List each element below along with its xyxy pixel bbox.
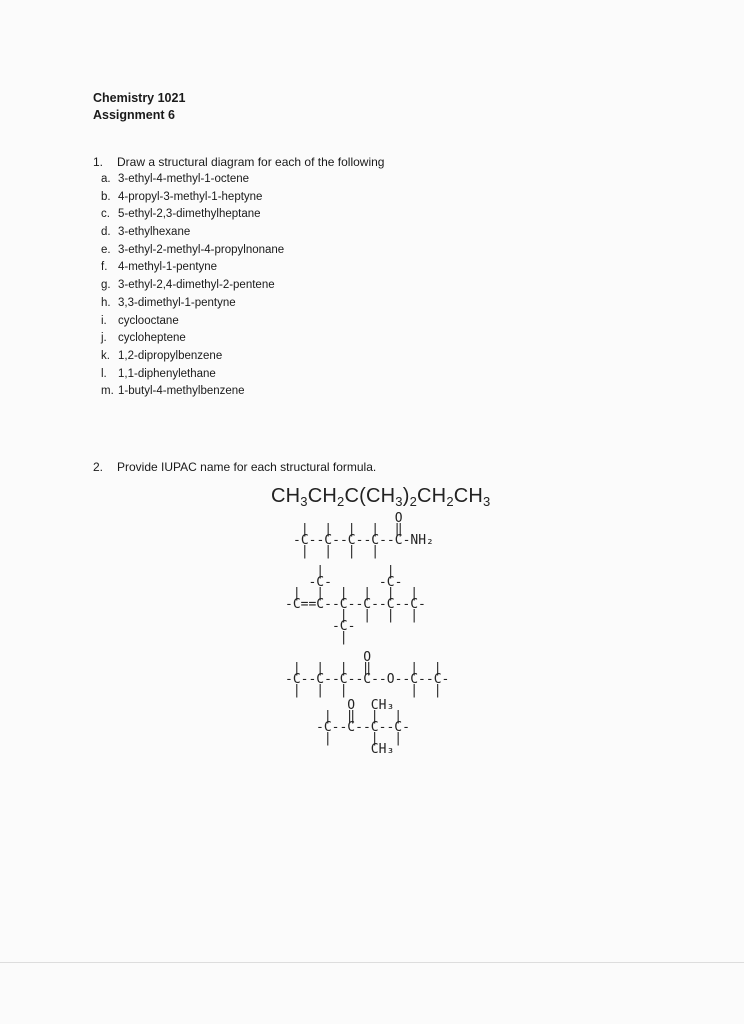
- item-letter: m.: [101, 385, 114, 398]
- compound-name: 1,2-dipropylbenzene: [118, 349, 223, 362]
- item-letter: l.: [101, 367, 107, 380]
- compound-name: cyclooctane: [118, 314, 179, 327]
- compound-name: 3,3-dimethyl-1-pentyne: [118, 296, 236, 309]
- list-item: [101, 206, 284, 224]
- list-item: [101, 348, 284, 366]
- structure-line: O: [285, 650, 372, 665]
- question-1-items: [101, 171, 284, 401]
- item-letter: b.: [101, 190, 111, 203]
- list-item: [101, 366, 284, 384]
- list-item: [101, 313, 284, 331]
- list-item: [101, 171, 284, 189]
- structure-line: -C--C--C--C--O--C--C-: [285, 672, 450, 687]
- structure-line: | | | |: [293, 544, 380, 559]
- item-letter: k.: [101, 349, 110, 362]
- item-letter: g.: [101, 279, 111, 292]
- structure-line: | | | | | |: [285, 586, 419, 601]
- structure-line: -C==C--C--C--C--C-: [285, 597, 426, 612]
- structure-line: O: [293, 511, 403, 526]
- question-prompt: Provide IUPAC name for each structural formula.: [117, 460, 377, 474]
- item-letter: j.: [101, 332, 107, 345]
- condensed-formula: $CH_3CH_2C(CH_3)_2CH_2CH_3$: [271, 485, 491, 509]
- structure-line: -C-: [285, 619, 356, 634]
- scan-edge-line: [0, 962, 744, 963]
- question-number: 1.: [93, 155, 104, 169]
- list-item: [101, 277, 284, 295]
- structure-line: CH₃: [316, 742, 395, 757]
- item-letter: a.: [101, 173, 111, 185]
- list-item: [101, 295, 284, 313]
- structure-line: | | | | |: [285, 683, 442, 698]
- compound-name: 3-ethylhexane: [118, 226, 191, 239]
- item-letter: f.: [101, 261, 108, 274]
- item-letter: e.: [101, 243, 111, 256]
- structure-line: | | | |: [285, 608, 419, 623]
- compound-name: 1-butyl-4-methylbenzene: [118, 385, 245, 398]
- compound-name: 3-ethyl-2-methyl-4-propylnonane: [118, 243, 285, 256]
- compound-name: 4-propyl-3-methyl-1-heptyne: [118, 190, 263, 203]
- structure-line: -C--C--C--C-: [316, 720, 410, 735]
- structure-line: | | | ‖ | |: [285, 661, 442, 676]
- list-item: [101, 330, 284, 348]
- structure-line: | ‖ | |: [316, 709, 403, 724]
- course-title: Chemistry 1021: [93, 91, 186, 105]
- list-item: [101, 224, 284, 242]
- structure-line: | | |: [316, 731, 403, 746]
- structure-amide: [293, 513, 434, 557]
- structure-ketone: [316, 700, 410, 755]
- structure-line: | | | | ‖: [293, 522, 403, 537]
- list-item: [101, 189, 284, 207]
- structure-line: -C--C--C--C--C-NH₂: [293, 533, 434, 548]
- list-item: [101, 242, 284, 260]
- question-1: [93, 155, 384, 169]
- list-item: [101, 259, 284, 277]
- question-prompt: Draw a structural diagram for each of the following: [117, 155, 385, 169]
- compound-name: 3-ethyl-4-methyl-1-octene: [118, 173, 250, 185]
- structure-line: O CH₃: [316, 698, 395, 713]
- compound-name: 1,1-diphenylethane: [118, 367, 216, 380]
- item-letter: i.: [101, 314, 107, 327]
- assignment-title: Assignment 6: [93, 108, 175, 122]
- compound-name: 4-methyl-1-pentyne: [118, 261, 218, 274]
- compound-name: cycloheptene: [118, 332, 186, 345]
- question-2: [93, 460, 376, 474]
- structure-line: -C- -C-: [285, 575, 403, 590]
- compound-name: 3-ethyl-2,4-dimethyl-2-pentene: [118, 279, 275, 292]
- compound-name: 5-ethyl-2,3-dimethylheptane: [118, 208, 261, 221]
- question-number: 2.: [93, 460, 104, 474]
- list-item: [101, 383, 284, 401]
- item-letter: h.: [101, 296, 111, 309]
- structure-ester: [285, 652, 449, 696]
- structure-alkene: [285, 566, 426, 643]
- structure-line: | |: [285, 564, 395, 579]
- item-letter: d.: [101, 226, 111, 239]
- structure-line: |: [285, 630, 348, 645]
- item-letter: c.: [101, 208, 110, 221]
